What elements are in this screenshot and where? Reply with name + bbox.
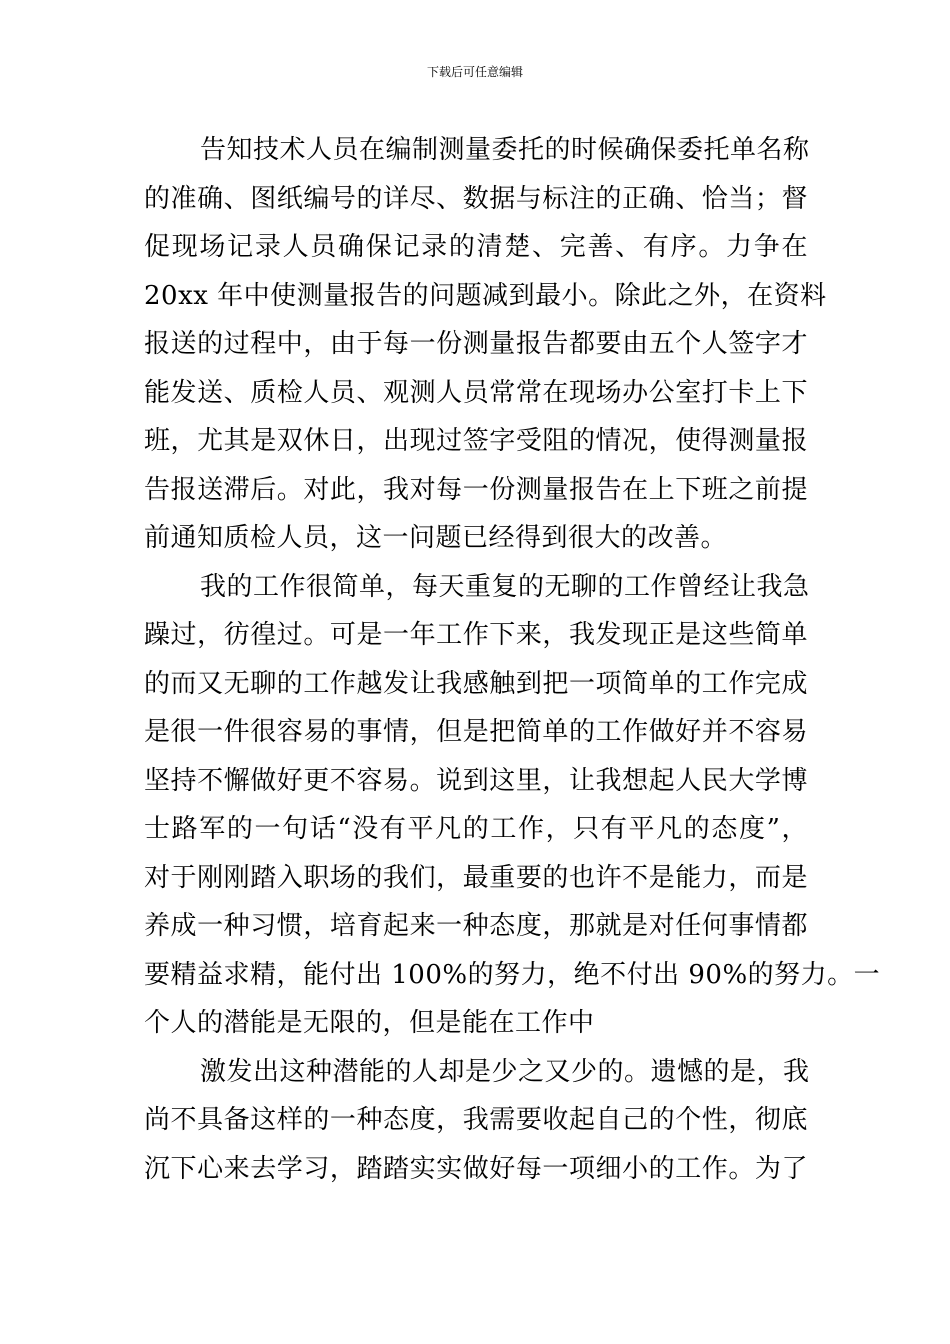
text-line: 养成一种习惯，培育起来一种态度，那就是对任何事情都 [144, 911, 808, 941]
page-header: 下载后可任意编辑 [426, 65, 523, 79]
text-line: 报送的过程中，由于每一份测量报告都要由五个人签字才 [144, 329, 808, 359]
text-line: 20xx 年中使测量报告的问题减到最小。除此之外，在资料 [144, 280, 827, 311]
text-line: 我的工作很简单，每天重复的无聊的工作曾经让我急 [200, 571, 810, 602]
text-line: 激发出这种潜能的人却是少之又少的。遗憾的是，我 [200, 1056, 810, 1087]
text-line: 前通知质检人员，这一问题已经得到很大的改善。 [144, 523, 728, 553]
text-line: 告报送滞后。对此，我对每一份测量报告在上下班之前提 [144, 474, 808, 505]
text-line: 要精益求精，能付出 100%的努力，绝不付出 90%的努力。一 [144, 959, 881, 990]
text-line: 坚持不懈做好更不容易。说到这里，让我想起人民大学博 [144, 765, 808, 796]
text-line: 的而又无聊的工作越发让我感触到把一项简单的工作完成 [144, 668, 808, 699]
paragraph-1 [144, 126, 827, 563]
text-line: 是很一件很容易的事情，但是把简单的工作做好并不容易 [144, 717, 808, 747]
text-line: 能发送、质检人员、观测人员常常在现场办公室打卡上下 [144, 377, 808, 408]
text-line: 班，尤其是双休日，出现过签字受阻的情况，使得测量报 [144, 426, 808, 456]
document-body [144, 126, 881, 1193]
paragraph-3 [144, 1048, 808, 1194]
text-line: 沉下心来去学习，踏踏实实做好每一项细小的工作。为了 [144, 1153, 808, 1184]
text-line: 的准确、图纸编号的详尽、数据与标注的正确、恰当；督 [144, 183, 808, 214]
text-line: 尚不具备这样的一种态度，我需要收起自己的个性，彻底 [144, 1105, 808, 1135]
paragraph-2 [144, 563, 881, 1048]
text-line: 促现场记录人员确保记录的清楚、完善、有序。力争在 [144, 232, 808, 262]
text-line: 个人的潜能是无限的，但是能在工作中 [144, 1008, 595, 1038]
text-line: 告知技术人员在编制测量委托的时候确保委托单名称 [200, 135, 810, 165]
text-line: 士路军的一句话“没有平凡的工作，只有平凡的态度”， [144, 814, 808, 844]
text-line: 对于刚刚踏入职场的我们，最重要的也许不是能力，而是 [144, 862, 808, 893]
text-line: 躁过，彷徨过。可是一年工作下来，我发现正是这些简单 [144, 620, 808, 650]
